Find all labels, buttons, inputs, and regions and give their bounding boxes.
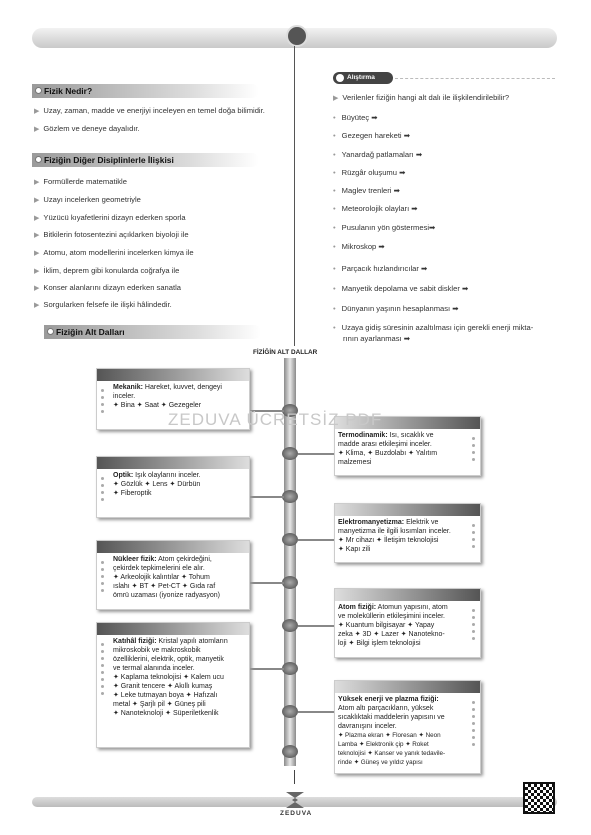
pillar-node xyxy=(282,705,298,718)
zeduva-logo-icon xyxy=(284,790,306,810)
arrow-icon: ▶ xyxy=(34,285,40,292)
branch-box-elektromanyetizma xyxy=(334,503,481,563)
box-header xyxy=(335,589,480,601)
diagram-title: FİZİĞİN ALT DALLAR xyxy=(253,349,318,356)
arrow-icon: ▶ xyxy=(34,215,40,222)
exercise-item: • Meteorolojik olayları ➡ xyxy=(333,204,418,213)
exercise-item: • Büyüteç ➡ xyxy=(333,113,378,122)
branch-connector xyxy=(298,453,334,455)
bullet-icon: • xyxy=(333,113,336,122)
box-dots xyxy=(101,477,105,505)
box-dots xyxy=(472,701,476,750)
emblem-icon xyxy=(286,25,308,47)
exercise-item: • Manyetik depolama ve sabit diskler ➡ xyxy=(333,284,469,293)
exercise-item: • Gezegen hareketi ➡ xyxy=(333,131,411,140)
list-item: ▶ Sorgularken felsefe ile ilişki hâlindedir. xyxy=(34,300,172,309)
column-divider xyxy=(294,46,295,346)
bullet-icon: • xyxy=(333,150,336,159)
exercise-item: • Uzaya gidiş süresinin azaltılması için gerekli enerji mikta- xyxy=(333,323,534,332)
box-text: Termodinamik: Isı, sıcaklık ve madde arası etkileşimi inceler. ✦ Klima, ✦ Buzdolabı ✦ Yalıtım malzemesi xyxy=(338,432,438,466)
pillar-node xyxy=(282,490,298,503)
bullet-icon: • xyxy=(333,168,336,177)
branch-connector xyxy=(298,625,334,627)
branch-box-nukleer xyxy=(96,540,250,610)
box-text: Atom fiziği: Atomun yapısını, atom ve moleküllerin etkileşimini inceler. ✦ Kuantum bilgisayar ✦ Yapay zeka ✦ 3D ✦ Lazer ✦ Nanotekno- loji ✦ Bilgi işlem teknolojisi xyxy=(338,604,448,647)
box-header xyxy=(335,681,480,693)
exercise-item: • Rüzgâr oluşumu ➡ xyxy=(333,168,406,177)
branch-box-yuksek-enerji xyxy=(334,680,481,774)
branch-box-optik xyxy=(96,456,250,518)
box-header xyxy=(97,541,249,553)
section-title-disiplinler: Fiziğin Diğer Disiplinlerle İlişkisi xyxy=(32,153,259,167)
bullet-icon: • xyxy=(333,242,336,251)
footer-line xyxy=(294,770,295,784)
list-item: ▶ Gözlem ve deneye dayalıdır. xyxy=(34,124,140,133)
arrow-icon: ▶ xyxy=(34,250,40,257)
box-dots xyxy=(101,643,105,699)
section-title-alt-dallar: Fiziğin Alt Dalları xyxy=(44,325,261,339)
branch-box-atom xyxy=(334,588,481,658)
bullet-icon: • xyxy=(333,264,336,273)
branch-connector xyxy=(298,711,334,713)
list-item: ▶ Konser alanlarını dizayn ederken sanatla xyxy=(34,283,182,292)
qr-code-icon xyxy=(523,782,555,814)
exercise-item: • Yanardağ patlamaları ➡ xyxy=(333,150,423,159)
pillar-node xyxy=(282,447,298,460)
pillar-node xyxy=(282,533,298,546)
watermark: ZEDUVA ÜCRETSİZ PDF xyxy=(168,410,383,429)
box-dots xyxy=(472,524,476,552)
exercise-item: • Pusulanın yön göstermesi➡ xyxy=(333,223,436,232)
box-text: Katıhâl fiziği: Kristal yapılı atomların mikroskobik ve makroskobik özelliklerini, elektrik, optik, manyetik ve termal alanında inceler. ✦ Kaplama teknolojisi ✦ Kalem ucu ✦ Granit tencere ✦ Akıllı kumaş ✦ Leke tutmayan boya ✦ Hafızalı metal ✦ Şarjlı pil ✦ Güneş pili ✦ Nanoteknoloji ✦ Süperiletkenlik xyxy=(113,638,228,717)
arrow-icon: ▶ xyxy=(34,268,40,275)
box-text: Nükleer fizik: Atom çekirdeğini, çekirdek tepkimelerini ele alır. ✦ Arkeolojik kalıntılar ✦ Tohum ıslahı ✦ BT ✦ Pet-CT ✦ Gıda raf ömrü uzaması (iyonize radyasyon) xyxy=(113,556,220,599)
pillar-node xyxy=(282,576,298,589)
bullet-icon: • xyxy=(333,204,336,213)
box-text: Elektromanyetizma: Elektrik ve manyetizma ile ilgili kısımları inceler. ✦ Mr cihazı ✦ İletişim teknolojisi ✦ Kapı zili xyxy=(338,519,451,553)
box-text: Yüksek enerji ve plazma fiziği: Atom altı parçacıkların, yüksek sıcaklıktaki maddelerin yapısını ve davranışını inceler. ✦ Plazma ekran ✦ Floresan ✦ Neon Lamba ✦ Elektronik çip ✦ Roket teknolojisi ✦ Kanser ve yanık tedavile- rinde ✦ Güneş ve yıldız yapısı xyxy=(338,696,446,766)
exercise-badge: Alıştırma xyxy=(333,72,393,84)
bullet-icon: • xyxy=(333,323,336,332)
exercise-item: • Parçacık hızlandırıcılar ➡ xyxy=(333,264,428,273)
arrow-icon: ▶ xyxy=(34,197,40,204)
arrow-icon: ▶ xyxy=(34,108,40,115)
arrow-icon: ▶ xyxy=(34,232,40,239)
box-header xyxy=(97,369,249,381)
box-header xyxy=(335,504,480,516)
branch-connector xyxy=(298,539,334,541)
list-item: ▶ Uzayı incelerken geometriyle xyxy=(34,195,141,204)
box-header xyxy=(97,623,249,635)
box-dots xyxy=(101,389,105,417)
arrow-icon: ▶ xyxy=(34,126,40,133)
list-item: ▶ İklim, deprem gibi konularda coğrafya ile xyxy=(34,266,180,275)
box-text: Optik: Işık olaylarını inceler. ✦ Gözlük ✦ Lens ✦ Dürbün ✦ Fiberoptik xyxy=(113,472,201,497)
section-title-fizik-nedir: Fizik Nedir? xyxy=(32,84,259,98)
bullet-icon: • xyxy=(333,304,336,313)
exercise-item: • Dünyanın yaşının hesaplanması ➡ xyxy=(333,304,459,313)
branch-box-katihal xyxy=(96,622,250,748)
exercise-item: • Mikroskop ➡ xyxy=(333,242,385,251)
box-dots xyxy=(472,437,476,465)
pillar-node xyxy=(282,745,298,758)
box-text: Mekanik: Hareket, kuvvet, dengeyi inceler. ✦ Bina ✦ Saat ✦ Gezegeler xyxy=(113,384,222,409)
bullet-icon: • xyxy=(333,223,336,232)
exercise-question: ▶ Verilenler fiziğin hangi alt dalı ile ilişkilendirilebilir? xyxy=(333,93,510,102)
box-header xyxy=(97,457,249,469)
arrow-icon: ▶ xyxy=(34,179,40,186)
exercise-item: • Maglev trenleri ➡ xyxy=(333,186,400,195)
list-item: ▶ Bitkilerin fotosentezini açıklarken biyoloji ile xyxy=(34,230,189,239)
exercise-item-cont: rının ayarlanması ➡ xyxy=(343,334,411,343)
list-item: ▶ Atomu, atom modellerini incelerken kimya ile xyxy=(34,248,194,257)
bullet-icon: • xyxy=(333,186,336,195)
arrow-icon: ▶ xyxy=(333,95,339,102)
dashed-divider xyxy=(395,78,555,79)
list-item: ▶ Formüllerde matematikle xyxy=(34,177,127,186)
arrow-icon: ▶ xyxy=(34,302,40,309)
branch-connector xyxy=(248,582,284,584)
list-item: ▶ Yüzücü kıyafetlerini dizayn ederken sporla xyxy=(34,213,186,222)
branch-connector xyxy=(248,496,284,498)
branch-connector xyxy=(248,668,284,670)
footer-logo-text: ZEDUVA xyxy=(280,810,313,817)
pillar-node xyxy=(282,662,298,675)
list-item: ▶ Uzay, zaman, madde ve enerjiyi inceleyen en temel doğa bilimidir. xyxy=(34,106,265,115)
bullet-icon: • xyxy=(333,131,336,140)
pillar-node xyxy=(282,619,298,632)
box-dots xyxy=(472,609,476,644)
bullet-icon: • xyxy=(333,284,336,293)
box-dots xyxy=(101,561,105,596)
